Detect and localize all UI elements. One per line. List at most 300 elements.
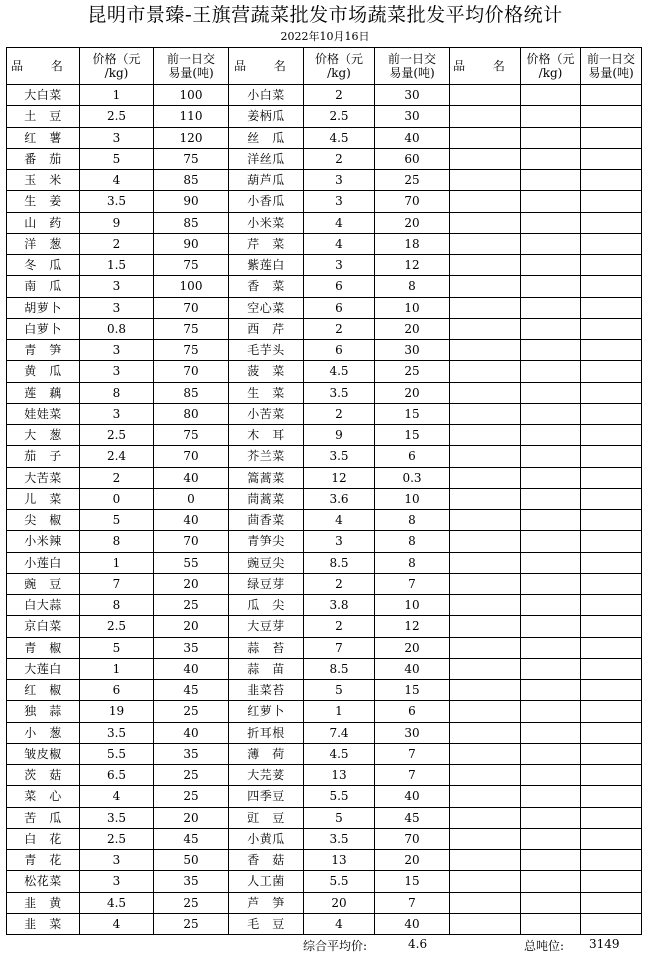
volume-cell-2: 20 (375, 637, 450, 658)
name-cell-3 (450, 170, 521, 191)
name-cell-3 (450, 446, 521, 467)
name-cell-2: 大芫荽 (229, 765, 304, 786)
price-cell-3 (521, 212, 581, 233)
page-title: 昆明市景臻-王旗营蔬菜批发市场蔬菜批发平均价格统计 (87, 4, 563, 26)
price-cell-3 (521, 913, 581, 934)
name-cell-3 (450, 807, 521, 828)
table-row (7, 106, 642, 127)
name-cell-3 (450, 233, 521, 254)
table-row (7, 340, 642, 361)
price-cell-2: 20 (304, 892, 375, 913)
name-cell-2: 小米菜 (229, 212, 304, 233)
header-name-3: 品 名 (450, 48, 521, 85)
name-cell-3 (450, 871, 521, 892)
volume-cell-1: 75 (154, 425, 229, 446)
name-cell-2: 绿豆芽 (229, 573, 304, 594)
price-cell-3 (521, 85, 581, 106)
table-row (7, 743, 642, 764)
price-cell-1: 4.5 (80, 892, 154, 913)
volume-cell-3 (581, 637, 642, 658)
name-cell-1: 土 豆 (7, 106, 80, 127)
table-row (7, 531, 642, 552)
volume-cell-3 (581, 913, 642, 934)
name-cell-3 (450, 552, 521, 573)
volume-cell-2: 30 (375, 340, 450, 361)
volume-cell-2: 7 (375, 892, 450, 913)
name-cell-2: 四季豆 (229, 786, 304, 807)
volume-cell-1: 25 (154, 786, 229, 807)
summary-footer (0, 937, 650, 953)
volume-cell-1: 35 (154, 871, 229, 892)
volume-cell-3 (581, 595, 642, 616)
name-cell-3 (450, 573, 521, 594)
price-cell-1: 3.5 (80, 807, 154, 828)
name-cell-2: 生 菜 (229, 382, 304, 403)
price-cell-3 (521, 233, 581, 254)
volume-cell-3 (581, 786, 642, 807)
volume-cell-2: 10 (375, 297, 450, 318)
volume-cell-2: 0.3 (375, 467, 450, 488)
price-cell-3 (521, 871, 581, 892)
name-cell-1: 番 茄 (7, 148, 80, 169)
name-cell-3 (450, 786, 521, 807)
price-cell-3 (521, 191, 581, 212)
volume-cell-2: 20 (375, 382, 450, 403)
name-cell-1: 胡萝卜 (7, 297, 80, 318)
price-cell-2: 6 (304, 340, 375, 361)
price-cell-2: 4.5 (304, 361, 375, 382)
volume-cell-2: 12 (375, 255, 450, 276)
table-row (7, 807, 642, 828)
price-cell-1: 7 (80, 573, 154, 594)
name-cell-3 (450, 722, 521, 743)
price-cell-1: 4 (80, 913, 154, 934)
table-row (7, 488, 642, 509)
name-cell-2: 葫芦瓜 (229, 170, 304, 191)
price-cell-2: 5 (304, 680, 375, 701)
price-cell-3 (521, 552, 581, 573)
price-cell-1: 1 (80, 552, 154, 573)
table-row (7, 510, 642, 531)
name-cell-3 (450, 850, 521, 871)
price-cell-1: 1 (80, 85, 154, 106)
name-cell-2: 薄 荷 (229, 743, 304, 764)
volume-cell-3 (581, 680, 642, 701)
volume-cell-3 (581, 552, 642, 573)
volume-cell-1: 85 (154, 170, 229, 191)
name-cell-3 (450, 318, 521, 339)
name-cell-3 (450, 297, 521, 318)
price-cell-2: 3.5 (304, 446, 375, 467)
price-cell-1: 2.5 (80, 616, 154, 637)
table-row (7, 850, 642, 871)
name-cell-1: 冬 瓜 (7, 255, 80, 276)
volume-cell-2: 40 (375, 127, 450, 148)
name-cell-2: 芥兰菜 (229, 446, 304, 467)
name-cell-2: 折耳根 (229, 722, 304, 743)
volume-cell-1: 25 (154, 701, 229, 722)
price-cell-2: 5 (304, 807, 375, 828)
price-cell-1: 5 (80, 148, 154, 169)
name-cell-3 (450, 510, 521, 531)
volume-cell-1: 20 (154, 573, 229, 594)
header-name-2: 品 名 (229, 48, 304, 85)
volume-cell-3 (581, 276, 642, 297)
table-row (7, 425, 642, 446)
price-cell-1: 19 (80, 701, 154, 722)
volume-cell-2: 40 (375, 786, 450, 807)
name-cell-1: 大苦菜 (7, 467, 80, 488)
volume-cell-2: 7 (375, 573, 450, 594)
volume-cell-3 (581, 743, 642, 764)
price-cell-1: 5 (80, 637, 154, 658)
price-cell-1: 9 (80, 212, 154, 233)
name-cell-3 (450, 212, 521, 233)
name-cell-1: 山 药 (7, 212, 80, 233)
volume-cell-3 (581, 361, 642, 382)
name-cell-1: 黄 瓜 (7, 361, 80, 382)
table-row (7, 701, 642, 722)
table-row (7, 446, 642, 467)
volume-cell-3 (581, 318, 642, 339)
price-cell-3 (521, 531, 581, 552)
price-cell-2: 8.5 (304, 552, 375, 573)
name-cell-3 (450, 765, 521, 786)
price-cell-2: 3 (304, 191, 375, 212)
table-row (7, 255, 642, 276)
name-cell-1: 京白菜 (7, 616, 80, 637)
volume-cell-1: 25 (154, 892, 229, 913)
header-volume-1: 前一日交 易量(吨) (154, 48, 229, 85)
table-row (7, 467, 642, 488)
price-cell-2: 6 (304, 276, 375, 297)
volume-cell-3 (581, 828, 642, 849)
price-cell-3 (521, 340, 581, 361)
price-cell-3 (521, 425, 581, 446)
header-volume-3: 前一日交 易量(吨) (581, 48, 642, 85)
name-cell-1: 白 花 (7, 828, 80, 849)
name-cell-2: 木 耳 (229, 425, 304, 446)
name-cell-3 (450, 913, 521, 934)
price-cell-2: 2 (304, 573, 375, 594)
price-cell-3 (521, 276, 581, 297)
total-tonnage-label: 总吨位: (524, 939, 565, 953)
volume-cell-3 (581, 892, 642, 913)
name-cell-1: 青 笋 (7, 340, 80, 361)
table-row (7, 233, 642, 254)
name-cell-1: 茨 菇 (7, 765, 80, 786)
table-row (7, 595, 642, 616)
volume-cell-2: 6 (375, 701, 450, 722)
name-cell-1: 南 瓜 (7, 276, 80, 297)
name-cell-2: 豇 豆 (229, 807, 304, 828)
volume-cell-2: 30 (375, 106, 450, 127)
volume-cell-2: 10 (375, 595, 450, 616)
volume-cell-1: 70 (154, 531, 229, 552)
table-row (7, 765, 642, 786)
name-cell-1: 大莲白 (7, 658, 80, 679)
name-cell-1: 豌 豆 (7, 573, 80, 594)
price-cell-3 (521, 765, 581, 786)
volume-cell-1: 25 (154, 913, 229, 934)
price-cell-1: 2.4 (80, 446, 154, 467)
volume-cell-1: 100 (154, 85, 229, 106)
header-volume-2: 前一日交 易量(吨) (375, 48, 450, 85)
table-row (7, 170, 642, 191)
name-cell-2: 紫莲白 (229, 255, 304, 276)
price-cell-2: 3.6 (304, 488, 375, 509)
name-cell-2: 红萝卜 (229, 701, 304, 722)
price-cell-1: 5 (80, 510, 154, 531)
price-cell-2: 2 (304, 403, 375, 424)
name-cell-3 (450, 595, 521, 616)
name-cell-3 (450, 531, 521, 552)
volume-cell-1: 75 (154, 340, 229, 361)
price-cell-2: 5.5 (304, 786, 375, 807)
volume-cell-3 (581, 340, 642, 361)
price-cell-3 (521, 382, 581, 403)
price-cell-2: 4.5 (304, 743, 375, 764)
price-cell-3 (521, 680, 581, 701)
price-cell-2: 13 (304, 850, 375, 871)
name-cell-2: 芹 菜 (229, 233, 304, 254)
table-row (7, 127, 642, 148)
volume-cell-2: 10 (375, 488, 450, 509)
volume-cell-3 (581, 871, 642, 892)
price-cell-3 (521, 637, 581, 658)
volume-cell-1: 0 (154, 488, 229, 509)
name-cell-2: 丝 瓜 (229, 127, 304, 148)
name-cell-1: 白大蒜 (7, 595, 80, 616)
volume-cell-1: 110 (154, 106, 229, 127)
price-cell-3 (521, 403, 581, 424)
table-row (7, 403, 642, 424)
name-cell-3 (450, 616, 521, 637)
volume-cell-1: 45 (154, 680, 229, 701)
price-cell-2: 2 (304, 616, 375, 637)
name-cell-1: 茄 子 (7, 446, 80, 467)
table-row (7, 382, 642, 403)
price-cell-3 (521, 850, 581, 871)
volume-cell-1: 90 (154, 191, 229, 212)
volume-cell-1: 70 (154, 446, 229, 467)
price-cell-3 (521, 573, 581, 594)
name-cell-1: 大白菜 (7, 85, 80, 106)
price-cell-1: 3 (80, 127, 154, 148)
volume-cell-1: 45 (154, 828, 229, 849)
header-row (7, 48, 642, 85)
price-cell-3 (521, 658, 581, 679)
volume-cell-2: 30 (375, 85, 450, 106)
price-cell-1: 8 (80, 531, 154, 552)
name-cell-2: 人工菌 (229, 871, 304, 892)
price-cell-3 (521, 255, 581, 276)
volume-cell-1: 85 (154, 212, 229, 233)
volume-cell-3 (581, 233, 642, 254)
name-cell-3 (450, 382, 521, 403)
price-cell-3 (521, 488, 581, 509)
name-cell-3 (450, 425, 521, 446)
volume-cell-3 (581, 148, 642, 169)
volume-cell-3 (581, 403, 642, 424)
average-price-value: 4.6 (408, 937, 428, 951)
volume-cell-1: 25 (154, 595, 229, 616)
price-cell-1: 6 (80, 680, 154, 701)
volume-cell-1: 70 (154, 361, 229, 382)
header-price-3: 价格（元 /kg) (521, 48, 581, 85)
volume-cell-2: 8 (375, 552, 450, 573)
price-cell-2: 2.5 (304, 106, 375, 127)
volume-cell-3 (581, 467, 642, 488)
volume-cell-1: 55 (154, 552, 229, 573)
volume-cell-2: 20 (375, 850, 450, 871)
name-cell-1: 小莲白 (7, 552, 80, 573)
price-cell-1: 6.5 (80, 765, 154, 786)
volume-cell-2: 15 (375, 403, 450, 424)
volume-cell-2: 20 (375, 318, 450, 339)
price-cell-2: 3 (304, 531, 375, 552)
name-cell-3 (450, 828, 521, 849)
name-cell-3 (450, 148, 521, 169)
price-cell-1: 3.5 (80, 722, 154, 743)
volume-cell-3 (581, 297, 642, 318)
price-cell-1: 3 (80, 297, 154, 318)
price-cell-1: 2.5 (80, 425, 154, 446)
price-cell-3 (521, 127, 581, 148)
price-cell-1: 3.5 (80, 191, 154, 212)
report-date: 2022年10月16日 (280, 30, 370, 43)
name-cell-3 (450, 191, 521, 212)
volume-cell-1: 40 (154, 658, 229, 679)
volume-cell-1: 40 (154, 722, 229, 743)
price-cell-2: 3 (304, 255, 375, 276)
name-cell-2: 青笋尖 (229, 531, 304, 552)
volume-cell-1: 100 (154, 276, 229, 297)
price-cell-2: 8.5 (304, 658, 375, 679)
name-cell-3 (450, 743, 521, 764)
volume-cell-1: 50 (154, 850, 229, 871)
price-cell-1: 2 (80, 467, 154, 488)
price-cell-2: 1 (304, 701, 375, 722)
volume-cell-3 (581, 106, 642, 127)
price-cell-3 (521, 616, 581, 637)
price-cell-1: 1 (80, 658, 154, 679)
price-cell-1: 0 (80, 488, 154, 509)
table-row (7, 318, 642, 339)
volume-cell-2: 30 (375, 722, 450, 743)
volume-cell-3 (581, 765, 642, 786)
price-cell-1: 1.5 (80, 255, 154, 276)
price-cell-1: 3 (80, 871, 154, 892)
name-cell-3 (450, 488, 521, 509)
name-cell-2: 篙蒿菜 (229, 467, 304, 488)
volume-cell-2: 60 (375, 148, 450, 169)
volume-cell-1: 20 (154, 807, 229, 828)
table-row (7, 297, 642, 318)
name-cell-2: 茴香菜 (229, 510, 304, 531)
volume-cell-2: 8 (375, 531, 450, 552)
name-cell-2: 香 菜 (229, 276, 304, 297)
table-row (7, 658, 642, 679)
volume-cell-2: 40 (375, 658, 450, 679)
name-cell-1: 玉 米 (7, 170, 80, 191)
table-row (7, 913, 642, 934)
table-row (7, 828, 642, 849)
name-cell-1: 松花菜 (7, 871, 80, 892)
name-cell-3 (450, 701, 521, 722)
price-cell-2: 7 (304, 637, 375, 658)
name-cell-2: 毛芋头 (229, 340, 304, 361)
name-cell-3 (450, 467, 521, 488)
name-cell-2: 茼蒿菜 (229, 488, 304, 509)
volume-cell-1: 75 (154, 148, 229, 169)
volume-cell-3 (581, 573, 642, 594)
volume-cell-1: 35 (154, 637, 229, 658)
volume-cell-3 (581, 85, 642, 106)
price-cell-3 (521, 743, 581, 764)
table-row (7, 680, 642, 701)
volume-cell-1: 90 (154, 233, 229, 254)
price-table (6, 47, 642, 935)
volume-cell-2: 40 (375, 913, 450, 934)
volume-cell-3 (581, 488, 642, 509)
price-cell-2: 6 (304, 297, 375, 318)
volume-cell-3 (581, 531, 642, 552)
price-cell-3 (521, 446, 581, 467)
price-cell-2: 4 (304, 233, 375, 254)
volume-cell-2: 20 (375, 212, 450, 233)
price-cell-3 (521, 318, 581, 339)
price-cell-1: 3 (80, 340, 154, 361)
table-row (7, 191, 642, 212)
price-cell-2: 3.8 (304, 595, 375, 616)
price-cell-3 (521, 722, 581, 743)
volume-cell-2: 70 (375, 828, 450, 849)
price-cell-2: 4 (304, 913, 375, 934)
name-cell-3 (450, 85, 521, 106)
table-row (7, 637, 642, 658)
name-cell-3 (450, 658, 521, 679)
volume-cell-2: 45 (375, 807, 450, 828)
name-cell-1: 生 姜 (7, 191, 80, 212)
price-cell-2: 9 (304, 425, 375, 446)
price-cell-2: 3 (304, 170, 375, 191)
price-cell-1: 2.5 (80, 106, 154, 127)
name-cell-3 (450, 680, 521, 701)
name-cell-3 (450, 340, 521, 361)
name-cell-2: 洋丝瓜 (229, 148, 304, 169)
price-cell-1: 3 (80, 850, 154, 871)
volume-cell-1: 120 (154, 127, 229, 148)
price-cell-2: 4 (304, 212, 375, 233)
name-cell-1: 白萝卜 (7, 318, 80, 339)
price-cell-3 (521, 807, 581, 828)
name-cell-2: 小香瓜 (229, 191, 304, 212)
price-cell-2: 3.5 (304, 382, 375, 403)
price-cell-3 (521, 510, 581, 531)
table-row (7, 276, 642, 297)
volume-cell-1: 75 (154, 255, 229, 276)
price-cell-3 (521, 595, 581, 616)
name-cell-1: 苦 瓜 (7, 807, 80, 828)
price-cell-3 (521, 148, 581, 169)
price-cell-1: 5.5 (80, 743, 154, 764)
price-cell-2: 5.5 (304, 871, 375, 892)
name-cell-2: 蒜 苔 (229, 637, 304, 658)
table-row (7, 722, 642, 743)
name-cell-2: 小白菜 (229, 85, 304, 106)
table-row (7, 786, 642, 807)
